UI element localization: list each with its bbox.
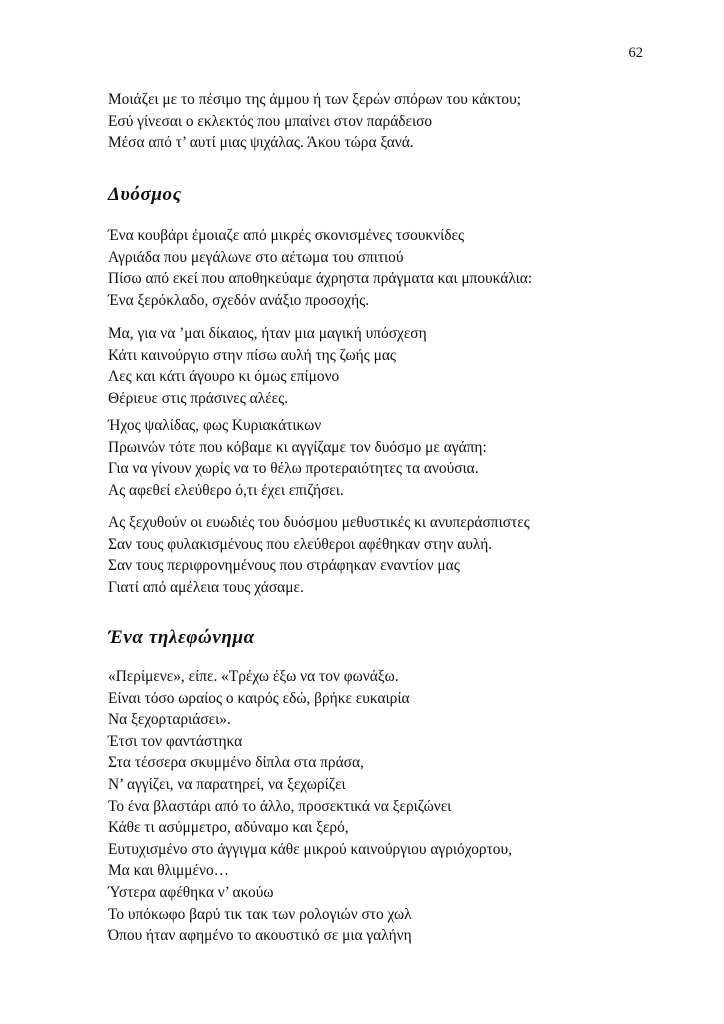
stanza [108, 666, 684, 947]
verse-line: Ευτυχισμένο στο άγγιγμα κάθε μικρού καινούργιου αγριόχορτου, [108, 840, 512, 858]
verse-line: Θέριευε στις πράσινες αλέες. [108, 389, 289, 407]
verse-line: Ένα κουβάρι έμοιαζε από μικρές σκονισμένες τσουκνίδες [108, 227, 465, 244]
poem-title: Δυόσμος [108, 184, 182, 205]
verse-line: Ύστερα αφέθηκα ν’ ακούω [108, 883, 274, 901]
verse-line: Κάτι καινούργιο στην πίσω αυλή της ζωής μας [108, 346, 396, 364]
verse-line: Ας ξεχυθούν οι ευωδιές του δυόσμου μεθυστικές κι ανυπεράσπιστες [108, 514, 530, 531]
verse-line: Είναι τόσο ωραίος ο καιρός εδώ, βρήκε ευκαιρία [108, 689, 410, 707]
verse-line: Ένα ξερόκλαδο, σχεδόν ανάξιο προσοχής. [108, 291, 370, 309]
verse-line: Σαν τους φυλακισμένους που ελεύθεροι αφέθηκαν στην αυλή. [108, 535, 493, 553]
verse-line: Μα, για να ’μαι δίκαιος, ήταν μια μαγική υπόσχεση [108, 325, 427, 342]
page-number: 62 [628, 45, 643, 61]
verse-line: Κάθε τι ασύμμετρο, αδύναμο και ξερό, [108, 819, 349, 837]
verse-line: Πίσω από εκεί που αποθηκεύαμε άχρηστα πράγματα και μπουκάλια: [108, 270, 533, 288]
verse-line: Γιατί από αμέλεια τους χάσαμε. [108, 578, 304, 596]
stanza [108, 512, 684, 598]
intro-stanza [108, 89, 684, 154]
verse-line: Εσύ γίνεσαι ο εκλεκτός που μπαίνει στον παράδεισο [108, 112, 433, 130]
verse-line: Μοιάζει με το πέσιμο της άμμου ή των ξερών σπόρων του κάκτου; [108, 91, 521, 108]
verse-line: Πρωινών τότε που κόβαμε κι αγγίζαμε τον δυόσμο με αγάπη: [108, 438, 487, 456]
verse-line: Στα τέσσερα σκυμμένο δίπλα στα πράσα, [108, 754, 364, 772]
verse-line: «Περίμενε», είπε. «Τρέχω έξω να τον φωνάξω. [108, 668, 399, 685]
stanza [108, 323, 684, 409]
verse-line: Όπου ήταν αφημένο το ακουστικό σε μια γαλήνη [108, 927, 412, 945]
verse-line: Για να γίνουν χωρίς να το θέλω προτεραιότητες τα ανούσια. [108, 460, 479, 478]
verse-line: Ήχος ψαλίδας, φως Κυριακάτικων [108, 417, 322, 434]
verse-line: Το ένα βλαστάρι από το άλλο, προσεκτικά να ξεριζώνει [108, 797, 452, 815]
stanza [108, 225, 684, 311]
verse-line: Ας αφεθεί ελεύθερο ό,τι έχει επιζήσει. [108, 481, 344, 499]
verse-line: Έτσι τον φαντάστηκα [108, 732, 243, 750]
verse-line: Ν’ αγγίζει, να παρατηρεί, να ξεχωρίζει [108, 775, 346, 793]
verse-line: Μέσα από τ’ αυτί μιας ψιχάλας. Άκου τώρα ξανά. [108, 134, 414, 152]
poem-title: Ένα τηλεφώνημα [108, 627, 255, 648]
verse-line: Μα και θλιμμένο… [108, 862, 230, 880]
verse-line: Σαν τους περιφρονημένους που στράφηκαν εναντίον μας [108, 557, 460, 575]
verse-line: Λες και κάτι άγουρο κι όμως επίμονο [108, 368, 340, 386]
verse-line: Να ξεχορταριάσει». [108, 711, 231, 729]
verse-line: Αγριάδα που μεγάλωνε στο αέτωμα του σπιτιού [108, 248, 404, 266]
stanza [108, 415, 684, 501]
verse-line: Το υπόκωφο βαρύ τικ τακ των ρολογιών στο χωλ [108, 905, 412, 923]
